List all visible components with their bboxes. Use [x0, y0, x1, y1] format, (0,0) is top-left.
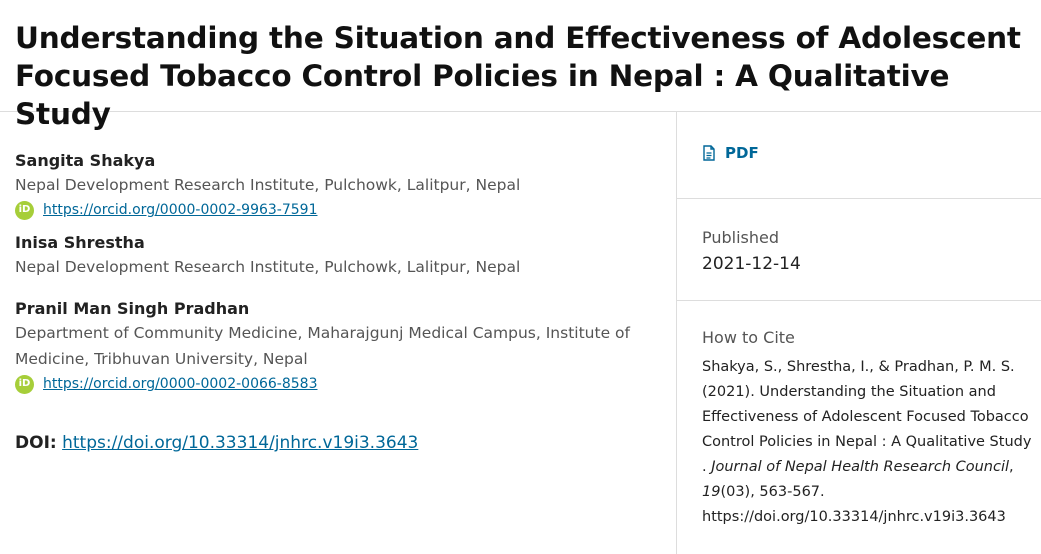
author-name: Sangita Shakya: [15, 151, 156, 170]
author-affiliation: Nepal Development Research Institute, Pulchowk, Lalitpur, Nepal: [15, 176, 521, 194]
doi-label: DOI:: [15, 433, 57, 453]
orcid-row: [15, 374, 661, 394]
page-title: Understanding the Situation and Effectiveness of Adolescent Focused Tobacco Control Policies in Nepal : A Qualitative Study: [15, 21, 1021, 131]
citation-doi: https://doi.org/10.33314/jnhrc.v19i3.3643: [702, 509, 1006, 525]
orcid-link[interactable]: https://orcid.org/0000-0002-0066-8583: [43, 376, 318, 392]
citation-issue-pages: (03), 563-567.: [720, 484, 825, 500]
author-entry: [15, 232, 661, 280]
galley-links: [677, 112, 1041, 199]
author-entry: [15, 298, 661, 394]
pdf-label: PDF: [725, 144, 759, 162]
published-date: 2021-12-14: [702, 254, 801, 274]
file-text-icon: [702, 145, 716, 161]
citation-text: Shakya, S., Shrestha, I., & Pradhan, P. M. S. (2021). Understanding the Situation and Effectiveness of Adolescent Focused Tobacco Control Policies in Nepal : A Qualitative Study . Journal of Nepal Health Research Council, 19(03), 563-567. https://doi.org/10.33314/jnhrc.v19i3.3643: [702, 359, 1032, 525]
doi-row: [15, 431, 661, 455]
citation-journal: Journal of Nepal Health Research Council: [711, 459, 1010, 475]
article-header: [0, 0, 1041, 131]
orcid-icon: iD: [15, 201, 34, 220]
orcid-link[interactable]: https://orcid.org/0000-0002-9963-7591: [43, 202, 318, 218]
author-entry: [15, 150, 661, 220]
cite-label: How to Cite: [702, 328, 795, 347]
orcid-row: [15, 200, 661, 220]
author-affiliation: Nepal Development Research Institute, Pulchowk, Lalitpur, Nepal: [15, 258, 521, 276]
citation-section: [677, 301, 1041, 530]
orcid-icon: iD: [15, 375, 34, 394]
doi-link[interactable]: https://doi.org/10.33314/jnhrc.v19i3.3643: [62, 433, 419, 453]
published-label: Published: [702, 228, 780, 247]
main-column: [0, 112, 677, 554]
article-body: [0, 112, 1041, 554]
citation-prefix: Shakya, S., Shrestha, I., & Pradhan, P. M. S. (2021). Understanding the Situation and Effectiveness of Adolescent Focused Tobacco Control Policies in Nepal : A Qualitative Study .: [702, 359, 1032, 475]
pdf-download-link[interactable]: [702, 144, 759, 162]
author-name: Inisa Shrestha: [15, 233, 145, 252]
citation-volume: 19: [702, 484, 721, 500]
published-section: [677, 199, 1041, 301]
author-affiliation: Department of Community Medicine, Maharajgunj Medical Campus, Institute of Medicine, Tribhuvan University, Nepal: [15, 324, 630, 368]
author-name: Pranil Man Singh Pradhan: [15, 299, 250, 318]
sidebar: [677, 112, 1041, 554]
